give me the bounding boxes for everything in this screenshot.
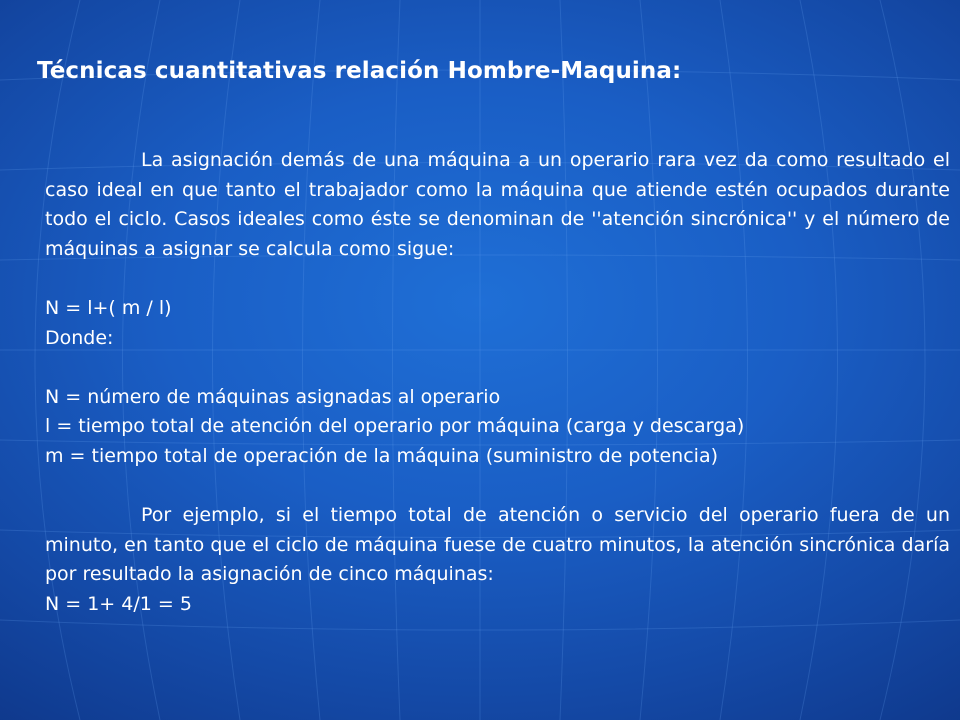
- spacer: [45, 264, 950, 294]
- definition-l: l = tiempo total de atención del operario por máquina (carga y descarga): [45, 415, 745, 438]
- example-result: N = 1+ 4/1 = 5: [45, 592, 192, 615]
- definition-n: N = número de máquinas asignadas al operario: [45, 385, 501, 408]
- example-paragraph: Por ejemplo, si el tiempo total de atención o servicio del operario fuera de un minuto, en tanto que el ciclo de máquina fuese de cuatro minutos, la atención sincrónica daría por resultado la asignación de cinco máquinas:: [45, 504, 950, 586]
- slide-title: Técnicas cuantitativas relación Hombre-Maquina:: [37, 58, 682, 84]
- where-label: Donde:: [45, 326, 114, 349]
- spacer: [45, 472, 950, 502]
- spacer: [45, 353, 950, 383]
- slide-body: [45, 146, 950, 620]
- formula: N = l+( m / l): [45, 296, 172, 319]
- definition-m: m = tiempo total de operación de la máquina (suministro de potencia): [45, 444, 719, 467]
- intro-paragraph: La asignación demás de una máquina a un operario rara vez da como resultado el caso ideal en que tanto el trabajador como la máquina que atiende estén ocupados durante todo el ciclo. Casos ideales como éste se denominan de ''atención sincrónica'' y el número de máquinas a asignar se calcula como sigue:: [45, 149, 950, 260]
